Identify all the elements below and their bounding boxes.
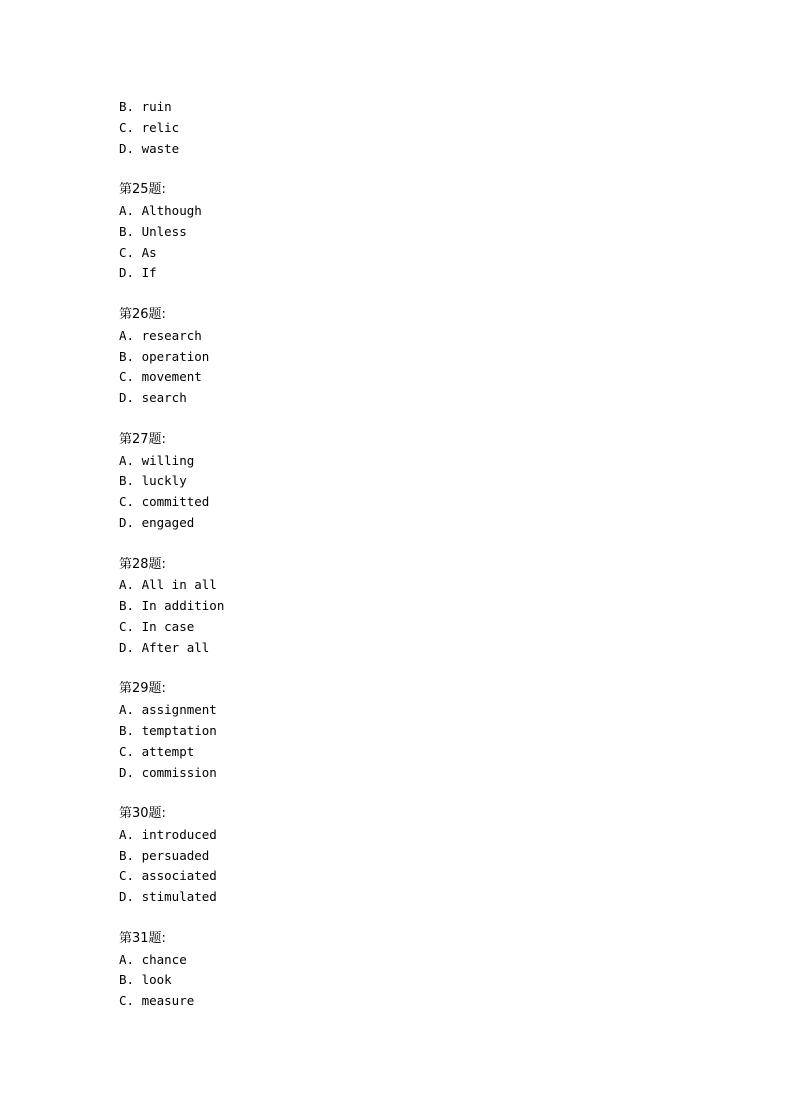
option-line: A. research: [119, 327, 202, 343]
option-line: D. After all: [119, 639, 210, 655]
option-line: C. In case: [119, 618, 195, 634]
document-page: [119, 97, 719, 1012]
question-30: [119, 804, 719, 908]
question-title: 第26题:: [119, 306, 166, 322]
option-line: D. search: [119, 390, 187, 406]
option-line: C. movement: [119, 369, 202, 385]
option-line: A. willing: [119, 452, 195, 468]
option-line: B. In addition: [119, 598, 225, 614]
leading-options: [119, 97, 719, 159]
question-title: 第30题:: [119, 806, 166, 822]
question-31: [119, 929, 719, 1012]
option-line: A. introduced: [119, 826, 217, 842]
question-title: 第25题:: [119, 182, 166, 198]
option-line: B. operation: [119, 348, 210, 364]
option-line: B. temptation: [119, 722, 217, 738]
option-line: C. committed: [119, 494, 210, 510]
question-29: [119, 679, 719, 783]
option-line: A. assignment: [119, 702, 217, 718]
option-line: C. attempt: [119, 743, 195, 759]
option-line: B. luckly: [119, 473, 187, 489]
option-line: D. If: [119, 265, 157, 281]
option-line: B. ruin: [119, 99, 172, 114]
question-title: 第31题:: [119, 930, 166, 946]
option-line: C. associated: [119, 868, 217, 884]
question-28: [119, 555, 719, 659]
option-line: B. persuaded: [119, 847, 210, 863]
option-line: B. Unless: [119, 223, 187, 239]
option-line: A. Although: [119, 202, 202, 218]
option-line: C. relic: [119, 119, 180, 135]
option-line: C. As: [119, 244, 157, 260]
option-line: A. chance: [119, 951, 187, 967]
option-line: D. waste: [119, 140, 180, 156]
question-title: 第28题:: [119, 556, 166, 572]
option-line: D. commission: [119, 764, 217, 780]
option-line: B. look: [119, 972, 172, 988]
question-26: [119, 305, 719, 409]
question-25: [119, 180, 719, 284]
question-title: 第29题:: [119, 681, 166, 697]
question-title: 第27题:: [119, 431, 166, 447]
question-27: [119, 430, 719, 534]
option-line: D. engaged: [119, 514, 195, 530]
option-line: A. All in all: [119, 577, 217, 593]
option-line: C. measure: [119, 993, 195, 1009]
option-line: D. stimulated: [119, 889, 217, 905]
